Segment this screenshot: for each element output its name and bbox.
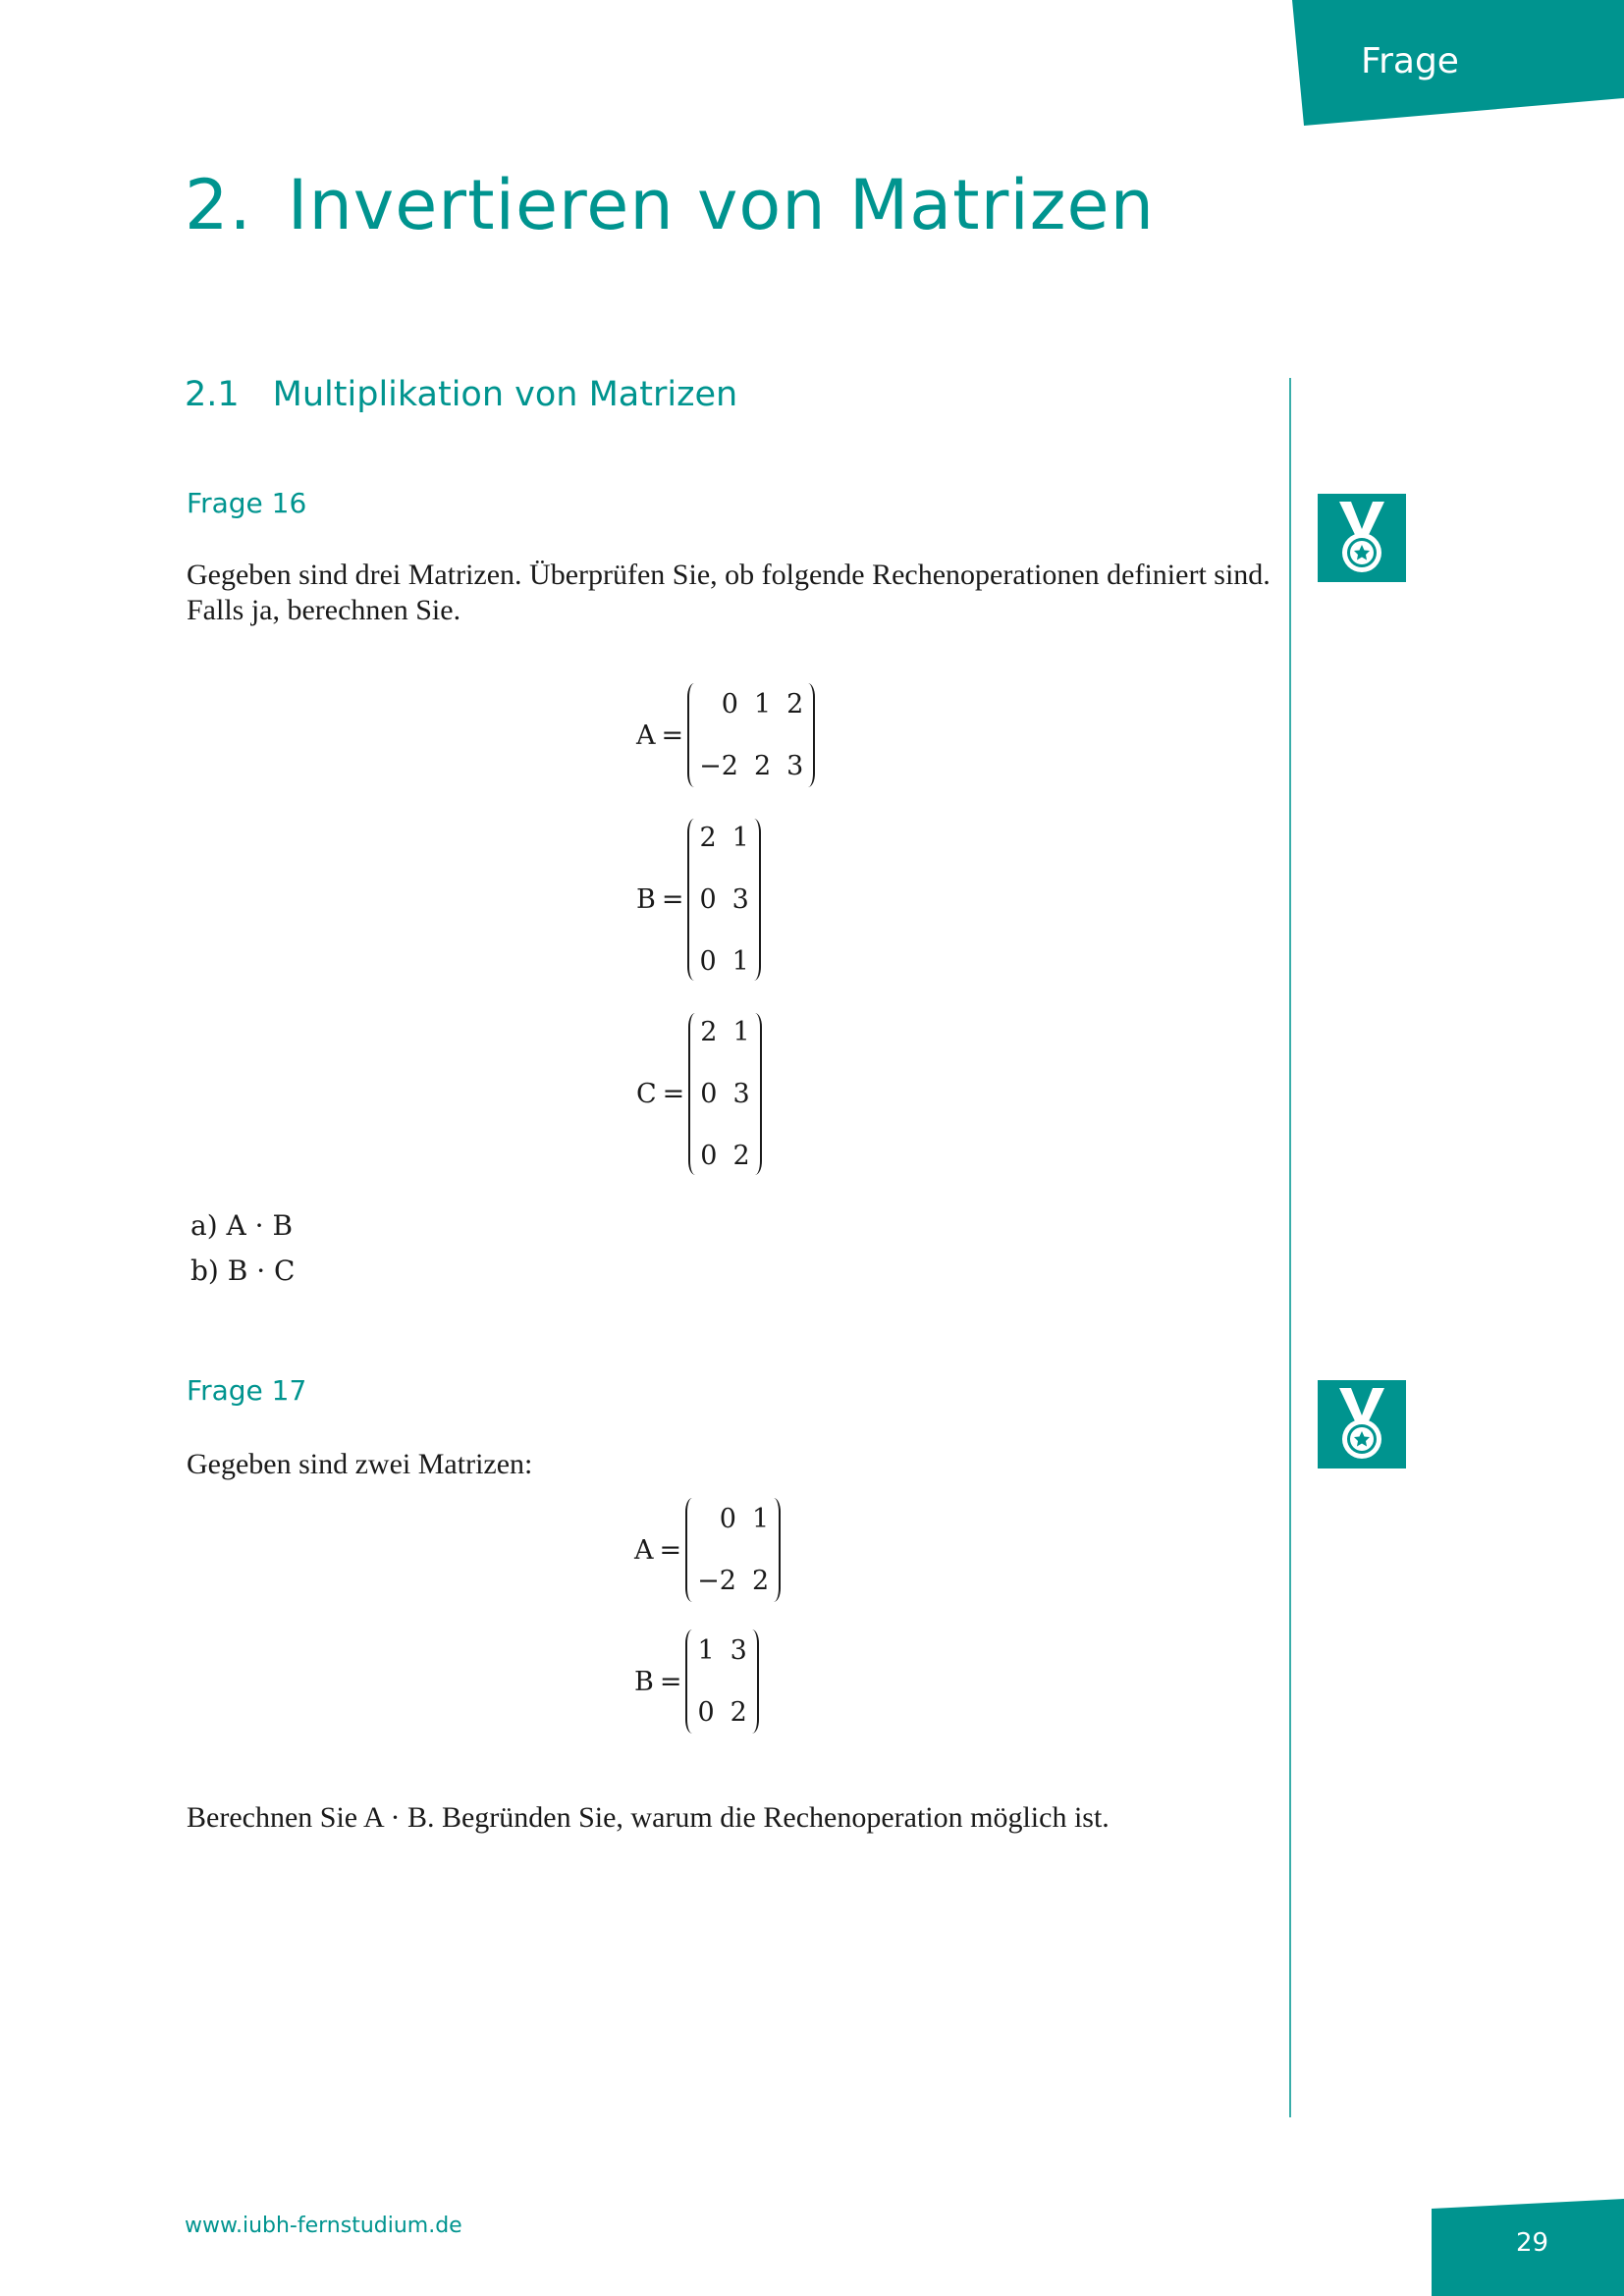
matrix-cell: 3 [730,1635,747,1666]
subitem-label: b) [190,1255,219,1287]
matrix-cell: 1 [731,946,749,977]
section-number: 2.1 [185,375,240,414]
question-17-text: Gegeben sind zwei Matrizen: [187,1448,533,1480]
matrix-cell: 2 [699,823,717,853]
page-number: 29 [1516,2228,1549,2258]
matrix-cell: 3 [732,1079,750,1109]
matrix-cell: 1 [697,1635,715,1666]
section-title-text: Multiplikation von Matrizen [272,375,738,414]
margin-rule [1289,378,1291,2117]
matrix-b [636,819,761,981]
subitem-a [190,1209,293,1242]
matrix-cell: 2 [751,1566,770,1596]
matrix-cell: 0 [719,1504,736,1534]
matrix-cell: 0 [699,946,717,977]
matrix-cell: 0 [697,1697,715,1728]
matrix-label: B [634,1666,654,1697]
matrix-cell: 1 [751,1504,770,1534]
equals-sign: = [662,1079,685,1109]
matrix-label: B [636,884,656,915]
chapter-title [185,165,1155,245]
matrix-cell: 3 [786,751,804,781]
matrix-label: A [634,1534,654,1566]
matrix-b-q17 [634,1629,759,1734]
question-16-text: Gegeben sind drei Matrizen. Überprüfen Sie, ob folgende Rechenoperationen definiert sind. Falls ja, berechnen Sie. [187,559,1271,626]
matrix-cell: 0 [721,689,738,720]
matrix-label: C [636,1079,657,1109]
medal-icon [1318,1380,1406,1468]
matrix-body [685,1629,758,1734]
question-17-title: Frage 17 [187,1374,307,1407]
question-16-title: Frage 16 [187,487,307,519]
matrix-cell: 0 [700,1141,718,1171]
matrix-cell: 1 [732,1017,750,1047]
section-title [185,375,737,414]
matrix-cell: 1 [731,823,749,853]
header-tab-label: Frage [1361,41,1459,81]
footer-url[interactable]: www.iubh-fernstudium.de [185,2214,462,2238]
matrix-body [687,819,760,981]
matrix-cell: 2 [786,689,804,720]
matrix-cell: 2 [753,751,772,781]
matrix-a [636,683,815,787]
equals-sign: = [661,884,684,915]
matrix-cell: 0 [700,1079,718,1109]
subitem-expression: B · C [227,1255,296,1287]
matrix-a-q17 [634,1498,781,1602]
question-17-task: Berechnen Sie A · B. Begründen Sie, warum die Rechenoperation möglich ist. [187,1801,1110,1834]
matrix-body [687,683,815,787]
equals-sign: = [661,720,684,751]
chapter-title-text: Invertieren von Matrizen [287,165,1155,245]
medal-icon [1318,494,1406,582]
matrix-body [685,1498,781,1602]
matrix-cell: 0 [699,884,717,915]
subitem-expression: A · B [226,1209,294,1242]
matrix-c [636,1013,762,1175]
matrix-cell: 2 [732,1141,750,1171]
matrix-cell: 2 [700,1017,718,1047]
matrix-cell: −2 [699,751,738,781]
equals-sign: = [659,1666,682,1697]
chapter-number: 2. [185,165,252,245]
equals-sign: = [659,1534,682,1566]
subitem-label: a) [190,1209,218,1242]
matrix-label: A [636,720,656,751]
matrix-cell: −2 [697,1566,736,1596]
subitem-b [190,1255,295,1287]
matrix-cell: 1 [753,689,772,720]
matrix-body [688,1013,761,1175]
matrix-cell: 2 [730,1697,747,1728]
matrix-cell: 3 [731,884,749,915]
